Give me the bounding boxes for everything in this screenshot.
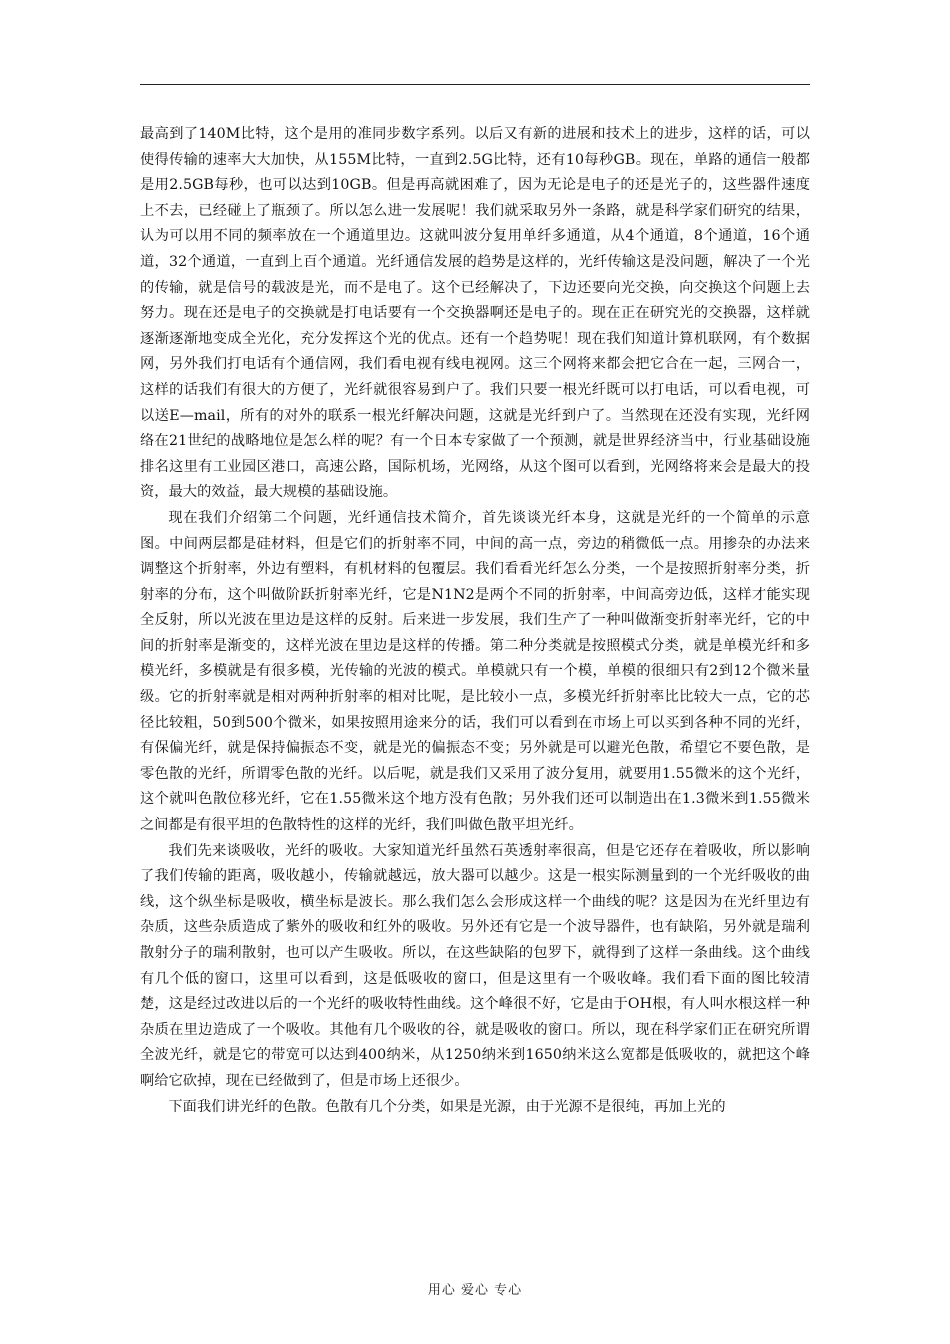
document-body: [140, 122, 810, 1120]
header-rule: [140, 84, 810, 85]
paragraph-3: 我们先来谈吸收，光纤的吸收。大家知道光纤虽然石英透射率很高，但是它还存在着吸收，所以影响了我们传输的距离，吸收越小，传输就越远，放大器可以越少。这是一根实际测量到的一个光纤吸收的曲线，这个纵坐标是吸收，横坐标是波长。那么我们怎么会形成这样一个曲线的呢？这是因为在光纤里边有杂质，这些杂质造成了紫外的吸收和红外的吸收。另外还有它是一个波导器件，也有缺陷，另外就是瑞利散射分子的瑞利散射，也可以产生吸收。所以，在这些缺陷的包罗下，就得到了这样一条曲线。这个曲线有几个低的窗口，这里可以看到，这是低吸收的窗口，但是这里有一个吸收峰。我们看下面的图比较清楚，这是经过改进以后的一个光纤的吸收特性曲线。这个峰很不好，它是由于OH根，有人叫水根这样一种杂质在里边造成了一个吸收。其他有几个吸收的谷，就是吸收的窗口。所以，现在科学家们正在研究所谓全波光纤，就是它的带宽可以达到400纳米，从1250纳米到1650纳米这么宽都是低吸收的，就把这个峰啊给它砍掉，现在已经做到了，但是市场上还很少。: [140, 842, 810, 1089]
paragraph-1: 最高到了140M比特，这个是用的准同步数字系列。以后又有新的进展和技术上的进步，这样的话，可以使得传输的速率大大加快，从155M比特，一直到2.5G比特，还有10每秒GB。现在，单路的通信一般都是用2.5GB每秒，也可以达到10GB。但是再高就困难了，因为无论是电子的还是光子的，这些器件速度上不去，已经碰上了瓶颈了。所以怎么进一发展呢！我们就采取另外一条路，就是科学家们研究的结果，认为可以用不同的频率放在一个通道里边。这就叫波分复用单纤多通道，从4个通道，8个通道，16个通道，32个通道，一直到上百个通道。光纤通信发展的趋势是这样的，光纤传输这是没问题，解决了一个光的传输，就是信号的载波是光，而不是电了。这个已经解决了，下边还要向光交换，向交换这个问题上去努力。现在还是电子的交换就是打电话要有一个交换器啊还是电子的。现在正在研究光的交换器，这样就逐渐逐渐地变成全光化，充分发挥这个光的优点。还有一个趋势呢！现在我们知道计算机联网，有个数据网，另外我们打电话有个通信网，我们看电视有线电视网。这三个网将来都会把它合在一起，三网合一，这样的话我们有很大的方便了，光纤就很容易到户了。我们只要一根光纤既可以打电话，可以看电视，可以送E—mail，所有的对外的联系一根光纤解决问题，这就是光纤到户了。当然现在还没有实现，光纤网络在21世纪的战略地位是怎么样的呢？有一个日本专家做了一个预测，就是世界经济当中，行业基础设施排名这里有工业园区港口，高速公路，国际机场，光网络，从这个图可以看到，光网络将来会是最大的投资，最大的效益，最大规模的基础设施。: [140, 126, 810, 501]
paragraph-4: 下面我们讲光纤的色散。色散有几个分类，如果是光源，由于光源不是很纯，再加上光的: [168, 1098, 726, 1115]
page-footer: 用心 爱心 专心: [427, 1283, 523, 1298]
paragraph-2: 现在我们介绍第二个问题，光纤通信技术简介，首先谈谈光纤本身，这就是光纤的一个简单的示意图。中间两层都是硅材料，但是它们的折射率不同，中间的高一点，旁边的稍微低一点。用掺杂的办法来调整这个折射率，外边有塑料，有机材料的包覆层。我们看看光纤怎么分类，一个是按照折射率分类，折射率的分布，这个叫做阶跃折射率光纤，它是N1N2是两个不同的折射率，中间高旁边低，这样才能实现全反射，所以光波在里边是这样的反射。后来进一步发展，我们生产了一种叫做渐变折射率光纤，它的中间的折射率是渐变的，这样光波在里边是这样的传播。第二种分类就是按照模式分类，就是单模光纤和多模光纤，多模就是有很多模，光传输的光波的模式。单模就只有一个模，单模的很细只有2到12个微米量级。它的折射率就是相对两种折射率的相对比呢，是比较小一点，多模光纤折射率比比较大一点，它的芯径比较粗，50到500个微米，如果按照用途来分的话，我们可以看到在市场上可以买到各种不同的光纤，有保偏光纤，就是保持偏振态不变，就是光的偏振态不变；另外就是可以避光色散，希望它不要色散，是零色散的光纤，所谓零色散的光纤。以后呢，就是我们又采用了波分复用，就要用1.55微米的这个光纤，这个就叫色散位移光纤，它在1.55微米这个地方没有色散；另外我们还可以制造出在1.3微米到1.55微米之间都是有很平坦的色散特性的这样的光纤，我们叫做色散平坦光纤。: [140, 509, 810, 834]
